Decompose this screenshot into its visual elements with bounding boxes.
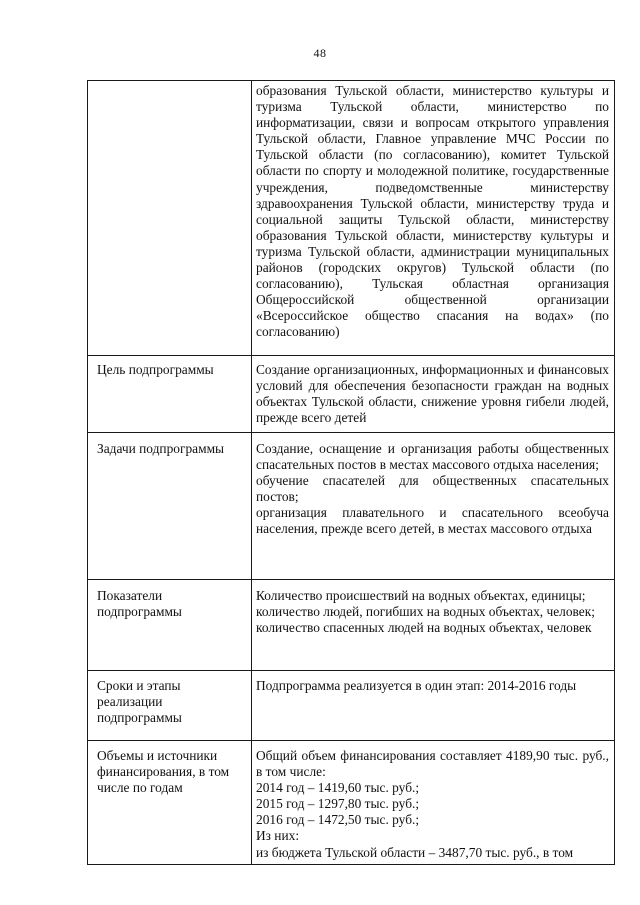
task-item: Создание, оснащение и организация работы общественных спасательных постов в местах массового отдыха населения; <box>256 441 609 473</box>
task-item: организация плавательного и спасательного всеобуча населения, прежде всего детей, в местах массового отдыха <box>256 505 609 537</box>
table-row-terms <box>88 671 615 741</box>
table-row-indicators <box>88 580 615 671</box>
indicator-item: количество спасенных людей на водных объектах, человек <box>256 620 592 636</box>
participants-paragraph: образования Тульской области, министерство культуры и туризма Тульской области, министерство по информатизации, связи и вопросам открытого управления Тульской области, Главное управление МЧС России по Тульской области (по согласованию), комитет Тульской области по спорту и молодежной политике, государственные учреждения, подведомственные министерству здравоохранения Тульской области, министерству труда и социальной защиты Тульской области, министерству образования Тульской области, министерству культуры и туризма Тульской области, администрации муниципальных районов (городских округов) Тульской области (по согласованию), Тульская областная организация Общероссийской общественной организации «Всероссийское общество спасания на водах» (по согласованию) <box>256 83 609 340</box>
finance-intro: Общий объем финансирования составляет 4189,90 тыс. руб., в том числе: <box>256 748 609 780</box>
tasks-list <box>252 433 615 580</box>
terms-paragraph: Подпрограмма реализуется в один этап: 2014-2016 годы <box>256 678 577 693</box>
table-row-goal <box>88 356 615 433</box>
indicator-item: Количество происшествий на водных объектах, единицы; <box>256 588 586 603</box>
finance-of-which: Из них: <box>256 828 300 844</box>
row-label-tasks: Задачи подпрограммы <box>88 433 252 580</box>
table-row-participants <box>88 81 615 356</box>
terms-text <box>252 671 615 741</box>
goal-text <box>252 356 615 433</box>
finance-year-2015: 2015 год – 1297,80 тыс. руб.; <box>256 796 420 812</box>
indicators-list <box>252 580 615 671</box>
indicator-item: количество людей, погибших на водных объектах, человек; <box>256 604 595 620</box>
table-row-finance <box>88 741 615 865</box>
table-row-tasks <box>88 433 615 580</box>
row-label-goal: Цель подпрограммы <box>88 356 252 433</box>
row-label-finance: Объемы и источники финансирования, в том числе по годам <box>88 741 252 865</box>
page-number: 48 <box>313 46 327 60</box>
subprogram-passport-table <box>87 80 615 865</box>
row-label-indicators: Показатели подпрограммы <box>88 580 252 671</box>
participants-text <box>252 81 615 356</box>
finance-year-2016: 2016 год – 1472,50 тыс. руб.; <box>256 812 420 828</box>
task-item: обучение спасателей для общественных спасательных постов; <box>256 473 609 505</box>
row-label-participants <box>88 81 252 356</box>
finance-year-2014: 2014 год – 1419,60 тыс. руб.; <box>256 780 420 796</box>
row-label-terms: Сроки и этапы реализации подпрограммы <box>88 671 252 741</box>
finance-regional-budget: из бюджета Тульской области – 3487,70 тыс. руб., в том <box>256 844 574 860</box>
goal-paragraph: Создание организационных, информационных и финансовых условий для обеспечения безопасности граждан на водных объектах Тульской области, снижение уровня гибели людей, прежде всего детей <box>256 362 609 426</box>
finance-text <box>252 741 615 865</box>
